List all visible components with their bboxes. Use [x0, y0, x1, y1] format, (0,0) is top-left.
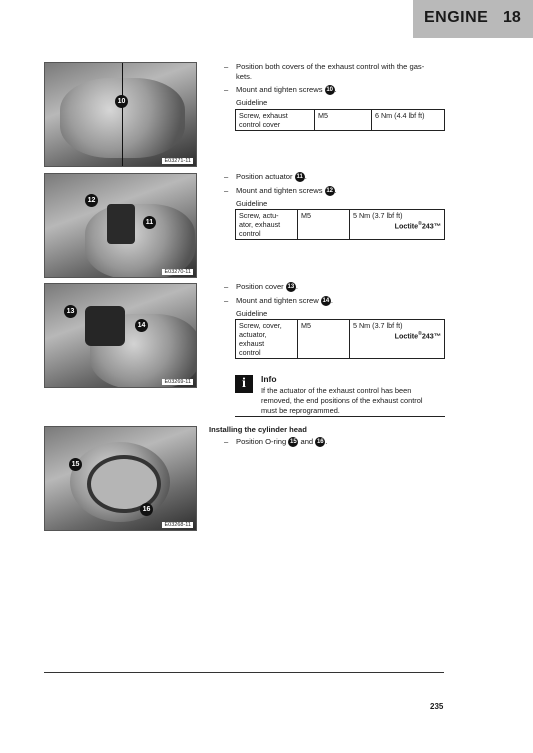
figure-code: E03268-11	[164, 522, 191, 528]
figure-exhaust-covers	[44, 62, 197, 167]
guideline-label: Guideline	[236, 309, 268, 318]
ref-number: 13	[287, 284, 295, 290]
callout-10: 10	[115, 95, 128, 108]
callout-15: 15	[69, 458, 82, 471]
bullet-dash: –	[224, 172, 229, 181]
step-mount-screws-12: Mount and tighten screws 12 .	[236, 186, 337, 195]
ref-number: 12	[326, 188, 333, 194]
callout-12: 12	[85, 194, 98, 207]
bullet-dash: –	[224, 296, 229, 305]
step-position-covers: Position both covers of the exhaust control with the gas- kets.	[236, 62, 425, 81]
callout-14: 14	[135, 319, 148, 332]
figure-cylinder-oring	[44, 426, 197, 531]
ref-number: 14	[322, 298, 330, 304]
callout-16: 16	[140, 503, 153, 516]
info-divider	[235, 416, 445, 417]
figure-actuator-cover	[44, 283, 197, 388]
step-position-oring: Position O-ring 15 and 16 .	[236, 437, 328, 446]
footer-divider	[44, 672, 444, 673]
info-icon: i	[235, 375, 253, 393]
guideline-label: Guideline	[236, 98, 268, 107]
ref-number: 15	[290, 439, 297, 445]
bullet-dash: –	[224, 85, 229, 94]
torque-table-actuator: Screw, actu- ator, exhaust control M5 5 Nm (3.7 lbf ft) Loctite®243™	[235, 209, 445, 240]
callout-13: 13	[64, 305, 77, 318]
info-text: If the actuator of the exhaust control has been removed, the end positions of the exhaust control must be reprogrammed.	[261, 386, 423, 415]
chapter-number: 18	[503, 9, 521, 26]
ref-number: 10	[326, 87, 333, 93]
guideline-label: Guideline	[236, 199, 268, 208]
figure-actuator	[44, 173, 197, 278]
bullet-dash: –	[224, 437, 229, 446]
step-position-cover: Position cover 13 .	[236, 282, 298, 291]
torque-table-cover-actuator: Screw, cover, actuator, exhaust control M5 5 Nm (3.7 lbf ft) Loctite®243™	[235, 319, 445, 359]
step-position-actuator: Position actuator 11 .	[236, 172, 307, 181]
chapter-title: ENGINE	[424, 9, 489, 26]
bullet-dash: –	[224, 282, 229, 291]
torque-table-cover: Screw, exhaust control cover M5 6 Nm (4.4 lbf ft)	[235, 109, 445, 131]
step-mount-screw-14: Mount and tighten screw 14 .	[236, 296, 333, 305]
bullet-dash: –	[224, 186, 229, 195]
ref-number: 16	[316, 439, 324, 445]
figure-code: E03271-11	[164, 158, 191, 164]
figure-code: E03269-11	[164, 379, 191, 385]
callout-11: 11	[143, 216, 156, 229]
figure-code: E03270-11	[164, 269, 191, 275]
ref-number: 11	[296, 174, 303, 180]
bullet-dash: –	[224, 62, 229, 71]
step-mount-screws-10: Mount and tighten screws 10 .	[236, 85, 337, 94]
section-title: Installing the cylinder head	[209, 425, 307, 434]
page-number: 235	[430, 702, 444, 711]
info-title: Info	[261, 374, 277, 384]
